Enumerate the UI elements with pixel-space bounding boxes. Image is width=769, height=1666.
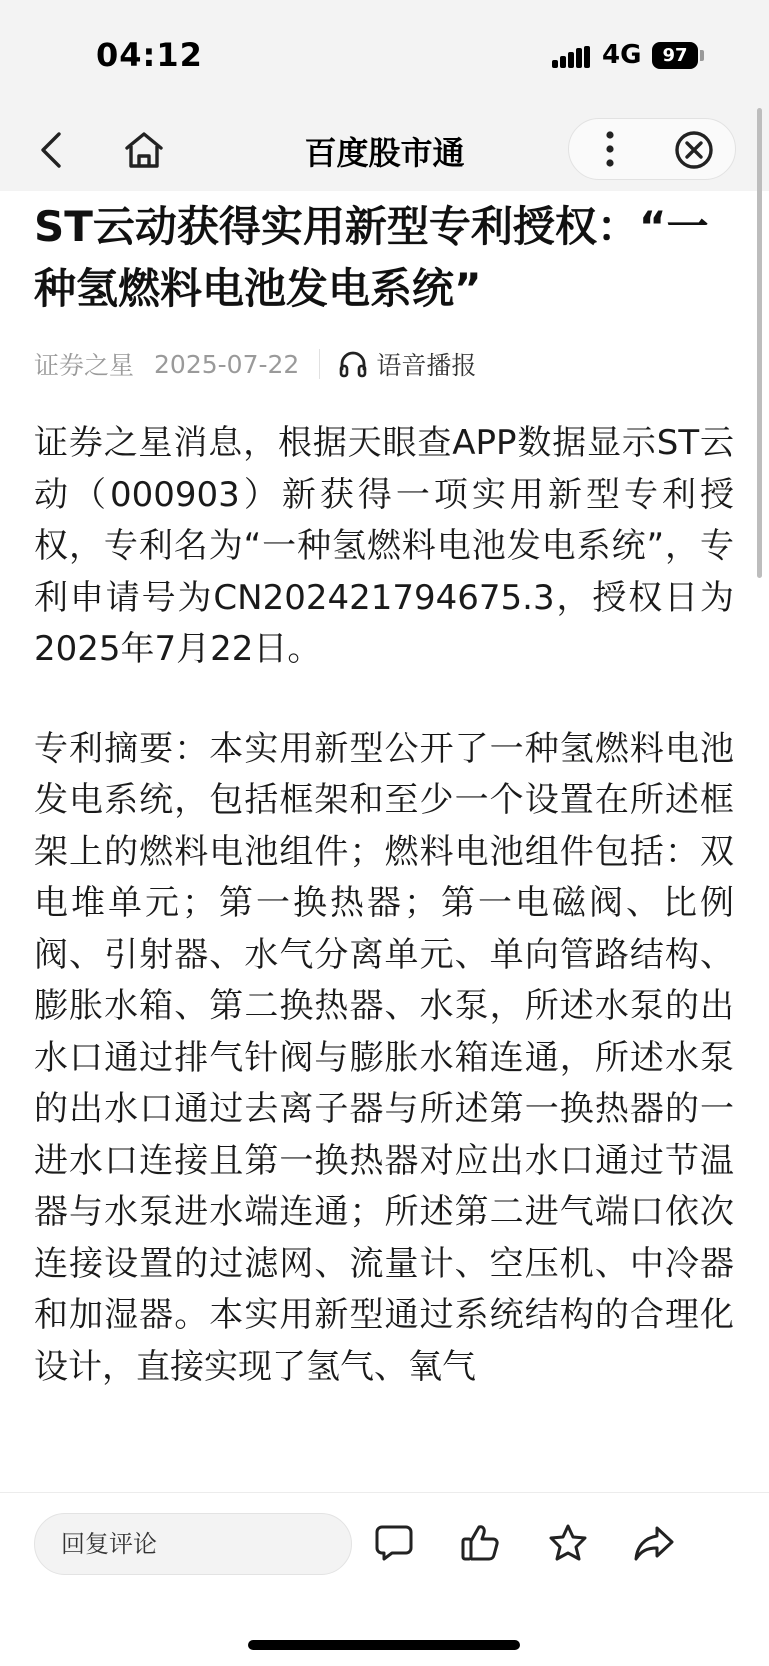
favorite-button[interactable]	[540, 1515, 596, 1571]
reply-comment-input[interactable]: 回复评论	[34, 1513, 352, 1575]
like-button[interactable]	[452, 1515, 508, 1571]
article-title: ST云动获得实用新型专利授权：“一种氢燃料电池发电系统”	[34, 202, 709, 313]
top-area	[0, 0, 769, 191]
home-indicator[interactable]	[248, 1640, 520, 1650]
headphones-icon	[338, 349, 368, 379]
more-button[interactable]	[597, 129, 623, 169]
article-paragraph: 证券之星消息，根据天眼查APP数据显示ST云动（000903）新获得一项实用新型专利授权，专利名为“一种氢燃料电池发电系统”，专利申请号为CN202421794675.3，授权日为2025年7月22日。	[34, 423, 734, 669]
voice-broadcast-button[interactable]	[338, 346, 476, 382]
status-time: 04:12	[96, 36, 203, 74]
article-source[interactable]: 证券之星	[34, 351, 135, 380]
scrollbar[interactable]	[757, 108, 762, 578]
close-button[interactable]	[673, 129, 715, 171]
battery-icon: 97	[652, 42, 698, 69]
star-icon	[547, 1522, 589, 1564]
network-type: 4G	[602, 40, 642, 70]
signal-icon	[552, 46, 592, 68]
more-vertical-icon	[597, 129, 623, 169]
share-icon	[632, 1523, 676, 1563]
nav-bar	[0, 110, 769, 190]
mini-program-capsule	[568, 118, 736, 180]
article-meta	[34, 344, 734, 384]
share-button[interactable]	[626, 1515, 682, 1571]
status-bar	[0, 0, 769, 110]
comment-icon	[374, 1523, 414, 1563]
meta-divider	[319, 349, 320, 379]
thumbs-up-icon	[459, 1522, 501, 1564]
page-title: 百度股市通	[304, 134, 465, 172]
battery-tip	[700, 50, 704, 61]
voice-broadcast-label: 语音播报	[376, 351, 477, 380]
article	[34, 196, 734, 1393]
article-date: 2025-07-22	[154, 349, 300, 379]
close-circle-icon	[673, 129, 715, 171]
article-paragraph: 专利摘要：本实用新型公开了一种氢燃料电池发电系统，包括框架和至少一个设置在所述框架上的燃料电池组件；燃料电池组件包括：双电堆单元；第一换热器；第一电磁阀、比例阀、引射器、水气分离单元、单向管路结构、膨胀水箱、第二换热器、水泵，所述水泵的出水口通过排气针阀与膨胀水箱连通，所述水泵的出水口通过去离子器与所述第一换热器的一进水口连接且第一换热器对应出水口通过节温器与水泵进水端连通；所述第二进气端口依次连接设置的过滤网、流量计、空压机、中冷器和加湿器。本实用新型通过系统结构的合理化设计，直接实现了氢气、氧气	[34, 728, 734, 1387]
comment-button[interactable]	[366, 1515, 422, 1571]
